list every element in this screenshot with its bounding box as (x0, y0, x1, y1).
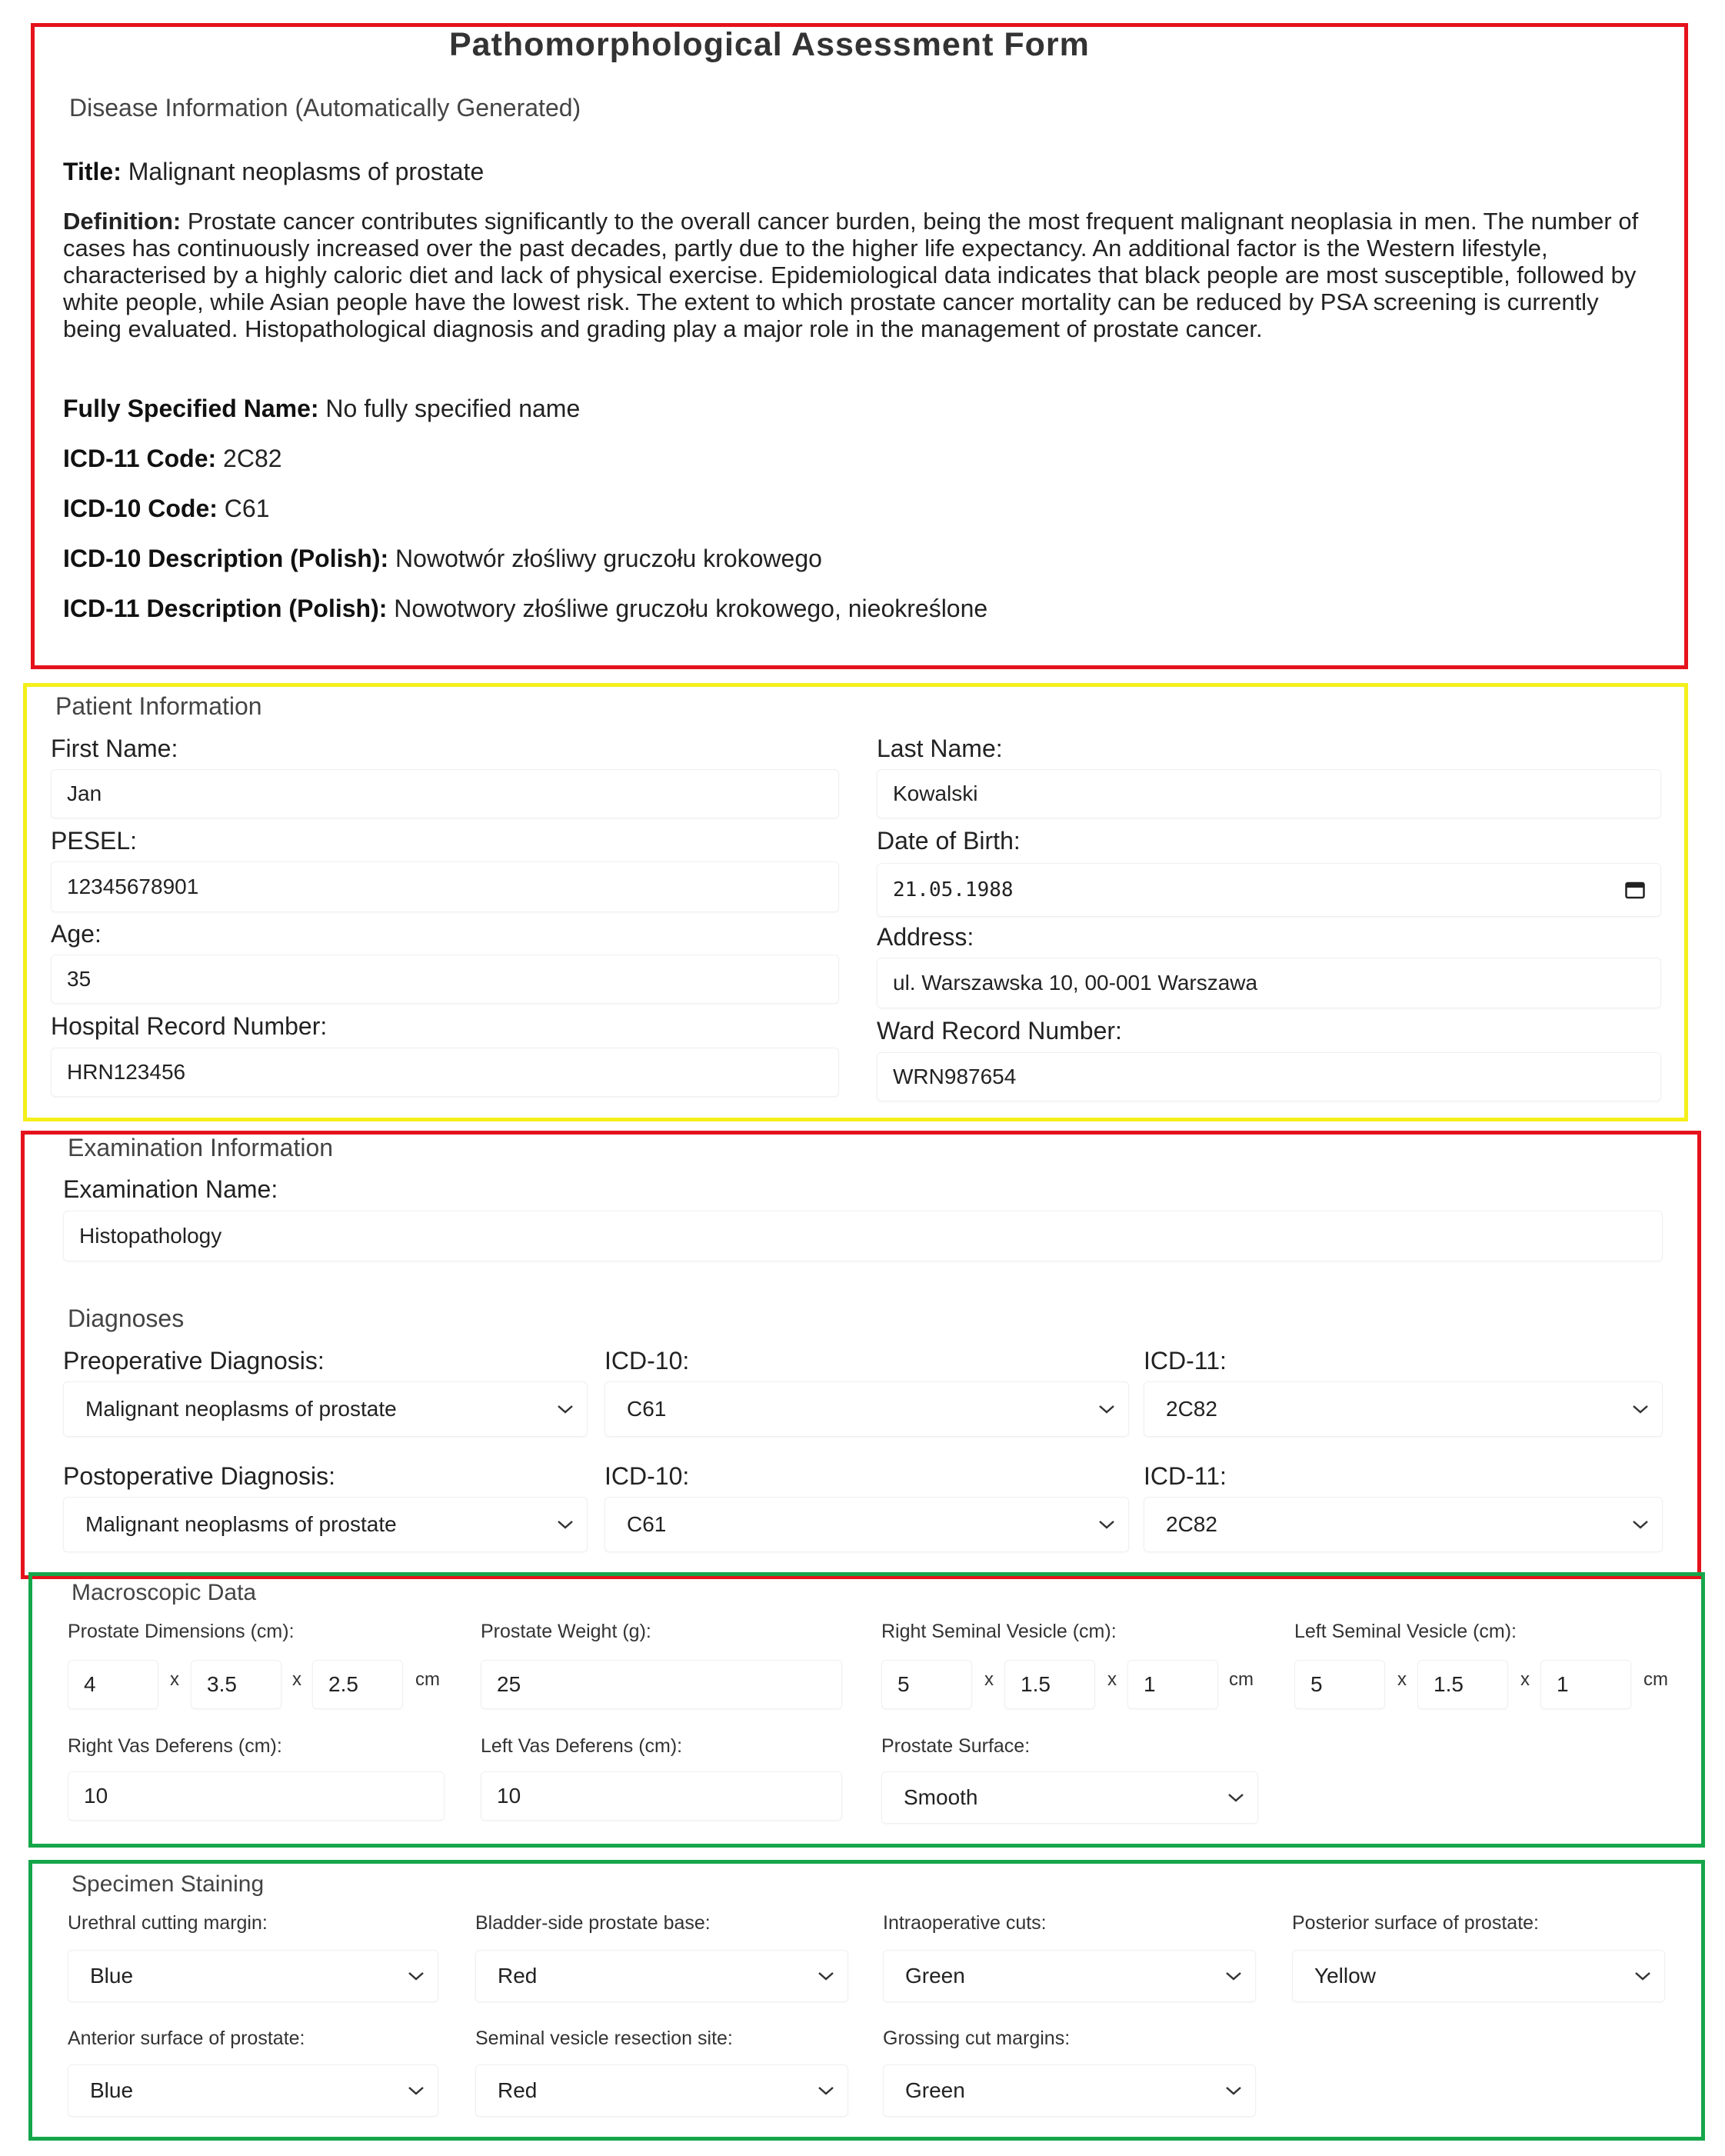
grossing-margins-label: Grossing cut margins: (883, 2028, 1071, 2049)
calendar-icon[interactable] (1625, 881, 1645, 899)
bladder-base-select[interactable]: Red (475, 1950, 848, 2002)
first-name-label: First Name: (51, 735, 178, 762)
disease-title: Title: Malignant neoplasms of prostate (63, 158, 485, 185)
posterior-surface-label: Posterior surface of prostate: (1292, 1912, 1539, 1934)
first-name-input[interactable]: Jan (51, 769, 839, 818)
postop-diagnosis-select[interactable]: Malignant neoplasms of prostate (63, 1497, 588, 1552)
disease-icd11-code: ICD-11 Code: 2C82 (63, 445, 282, 472)
preop-icd11-label: ICD-11: (1144, 1347, 1227, 1375)
posterior-surface-select[interactable]: Yellow (1292, 1950, 1665, 2002)
anterior-surface-select[interactable]: Blue (68, 2064, 438, 2117)
disease-icd10-polish: ICD-10 Description (Polish): Nowotwór złośliwy gruczołu krokowego (63, 545, 822, 572)
hospital-record-input[interactable]: HRN123456 (51, 1048, 839, 1097)
chevron-down-icon (1633, 1971, 1652, 1981)
times-sign: x (292, 1669, 301, 1690)
prostate-dim-3-input[interactable]: 2.5 (312, 1660, 403, 1709)
times-sign: x (1107, 1669, 1117, 1690)
macroscopic-heading: Macroscopic Data (72, 1580, 257, 1605)
chevron-down-icon (1097, 1519, 1116, 1530)
bladder-base-label: Bladder-side prostate base: (475, 1912, 711, 1934)
chevron-down-icon (1631, 1404, 1650, 1415)
times-sign: x (1520, 1669, 1530, 1690)
preop-icd11-select[interactable]: 2C82 (1144, 1381, 1663, 1437)
right-vas-deferens-label: Right Vas Deferens (cm): (68, 1735, 282, 1757)
disease-icd10-code: ICD-10 Code: C61 (63, 495, 270, 522)
left-seminal-vesicle-label: Left Seminal Vesicle (cm): (1294, 1621, 1517, 1642)
right-seminal-vesicle-label: Right Seminal Vesicle (cm): (881, 1621, 1117, 1642)
chevron-down-icon (817, 1971, 835, 1981)
postop-icd10-label: ICD-10: (604, 1462, 690, 1490)
exam-name-label: Examination Name: (63, 1175, 278, 1203)
postop-icd11-select[interactable]: 2C82 (1144, 1497, 1663, 1552)
chevron-down-icon (556, 1404, 574, 1415)
hospital-record-label: Hospital Record Number: (51, 1012, 328, 1040)
disease-fsn: Fully Specified Name: No fully specified name (63, 395, 581, 422)
preop-diagnosis-select[interactable]: Malignant neoplasms of prostate (63, 1381, 588, 1437)
chevron-down-icon (1097, 1404, 1116, 1415)
times-sign: x (984, 1669, 994, 1690)
seminal-resection-select[interactable]: Red (475, 2064, 848, 2117)
disease-icd11-polish: ICD-11 Description (Polish): Nowotwory złośliwe gruczołu krokowego, nieokreślone (63, 595, 988, 622)
pesel-input[interactable]: 12345678901 (51, 861, 839, 912)
ward-record-label: Ward Record Number: (877, 1017, 1122, 1045)
chevron-down-icon (407, 2085, 425, 2096)
disease-definition: Definition: Prostate cancer contributes significantly to the overall cancer burden, being the most frequent malignant neoplasia in men. The number of cases has continuously increased over the past decades, partly due to the higher life expectancy. An additional factor is the Western lifestyle, characterised by a highly caloric diet and lack of physical exercise. Epidemiological data indicates that black people are most susceptible, followed by white people, while Asian people have the lowest risk. The extent to which prostate cancer mortality can be reduced by PSA screening is currently being evaluated. Histopathological diagnosis and grading play a major role in the management of prostate cancer. (63, 208, 1639, 342)
postop-icd11-label: ICD-11: (1144, 1462, 1227, 1490)
grossing-margins-select[interactable]: Green (883, 2064, 1256, 2117)
last-name-label: Last Name: (877, 735, 1003, 762)
ward-record-input[interactable]: WRN987654 (877, 1052, 1661, 1101)
dob-input[interactable]: 21.05.1988 (877, 863, 1661, 917)
form-title: Pathomorphological Assessment Form (449, 26, 1090, 63)
pesel-label: PESEL: (51, 827, 138, 855)
times-sign: x (1397, 1669, 1407, 1690)
unit-cm: cm (1643, 1669, 1668, 1690)
seminal-resection-label: Seminal vesicle resection site: (475, 2028, 733, 2049)
unit-cm: cm (415, 1669, 440, 1690)
prostate-surface-select[interactable]: Smooth (881, 1771, 1258, 1824)
last-name-input[interactable]: Kowalski (877, 769, 1661, 818)
chevron-down-icon (1224, 2085, 1243, 2096)
times-sign: x (170, 1669, 179, 1690)
prostate-weight-input[interactable]: 25 (481, 1660, 842, 1709)
urethral-margin-label: Urethral cutting margin: (68, 1912, 268, 1934)
staining-heading: Specimen Staining (72, 1871, 265, 1897)
prostate-surface-label: Prostate Surface: (881, 1735, 1031, 1757)
patient-info-heading: Patient Information (55, 692, 262, 720)
prostate-dim-2-input[interactable]: 3.5 (191, 1660, 281, 1709)
rsv-dim-1-input[interactable]: 5 (881, 1660, 972, 1709)
preop-icd10-select[interactable]: C61 (604, 1381, 1129, 1437)
chevron-down-icon (407, 1971, 425, 1981)
chevron-down-icon (1631, 1519, 1650, 1530)
exam-name-input[interactable]: Histopathology (63, 1211, 1663, 1261)
unit-cm: cm (1229, 1669, 1254, 1690)
left-vas-deferens-input[interactable]: 10 (481, 1771, 842, 1821)
chevron-down-icon (817, 2085, 835, 2096)
prostate-dim-1-input[interactable]: 4 (68, 1660, 158, 1709)
exam-info-heading: Examination Information (68, 1134, 334, 1161)
rsv-dim-2-input[interactable]: 1.5 (1004, 1660, 1095, 1709)
lsv-dim-2-input[interactable]: 1.5 (1417, 1660, 1508, 1709)
left-vas-deferens-label: Left Vas Deferens (cm): (481, 1735, 683, 1757)
preop-icd10-label: ICD-10: (604, 1347, 690, 1375)
chevron-down-icon (1224, 1971, 1243, 1981)
postop-diagnosis-label: Postoperative Diagnosis: (63, 1462, 335, 1490)
prostate-dimensions-label: Prostate Dimensions (cm): (68, 1621, 295, 1642)
lsv-dim-3-input[interactable]: 1 (1540, 1660, 1631, 1709)
postop-icd10-select[interactable]: C61 (604, 1497, 1129, 1552)
lsv-dim-1-input[interactable]: 5 (1294, 1660, 1385, 1709)
age-input[interactable]: 35 (51, 955, 839, 1004)
intraoperative-cuts-label: Intraoperative cuts: (883, 1912, 1047, 1934)
address-input[interactable]: ul. Warszawska 10, 00-001 Warszawa (877, 958, 1661, 1008)
anterior-surface-label: Anterior surface of prostate: (68, 2028, 305, 2049)
rsv-dim-3-input[interactable]: 1 (1127, 1660, 1218, 1709)
urethral-margin-select[interactable]: Blue (68, 1950, 438, 2002)
intraoperative-cuts-select[interactable]: Green (883, 1950, 1256, 2002)
age-label: Age: (51, 920, 102, 948)
diagnoses-heading: Diagnoses (68, 1305, 185, 1332)
right-vas-deferens-input[interactable]: 10 (68, 1771, 445, 1821)
chevron-down-icon (1227, 1792, 1245, 1803)
preop-diagnosis-label: Preoperative Diagnosis: (63, 1347, 325, 1375)
dob-label: Date of Birth: (877, 827, 1021, 855)
disease-info-heading: Disease Information (Automatically Generated) (69, 94, 581, 122)
chevron-down-icon (556, 1519, 574, 1530)
address-label: Address: (877, 923, 974, 951)
prostate-weight-label: Prostate Weight (g): (481, 1621, 651, 1642)
